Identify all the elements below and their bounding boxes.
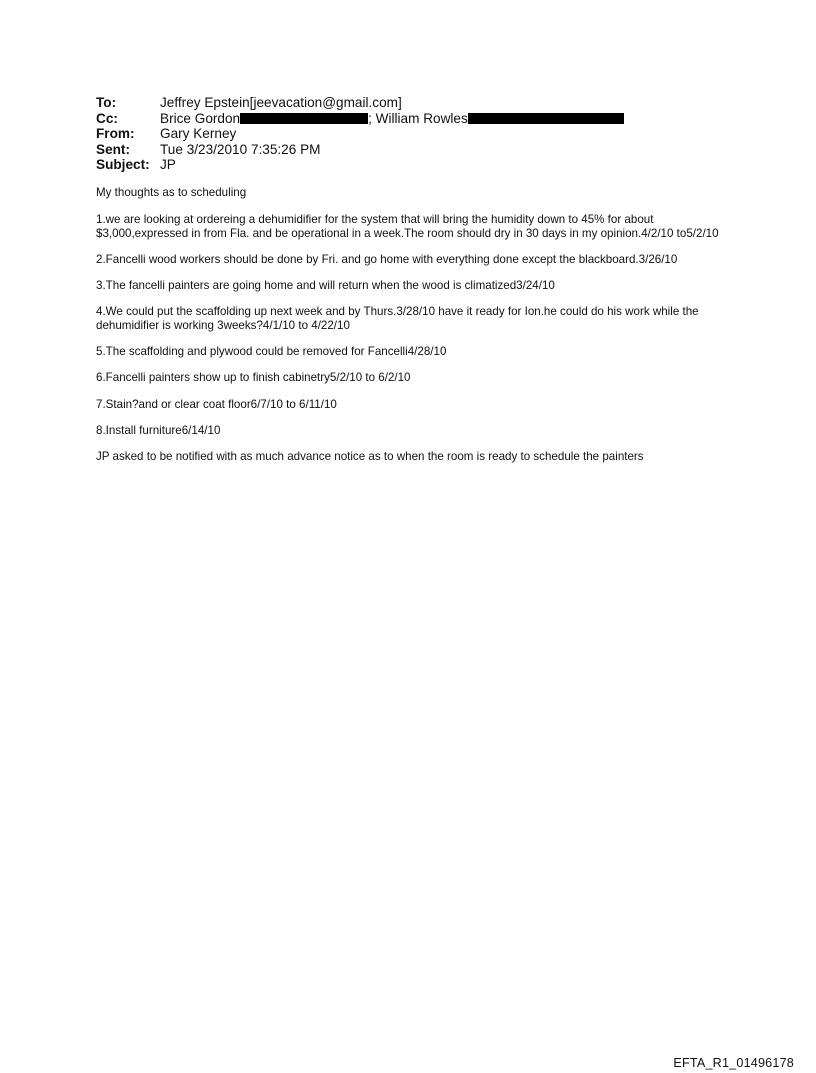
cc-row — [96, 111, 716, 127]
from-row — [96, 126, 716, 142]
body-intro: My thoughts as to scheduling — [96, 186, 247, 199]
redaction-block — [240, 113, 368, 124]
subject-label: Subject: — [96, 157, 150, 172]
cc-value — [160, 111, 624, 127]
sent-value: Tue 3/23/2010 7:35:26 PM — [160, 141, 321, 157]
schedule-item-7: 7.Stain?and or clear coat floor6/7/10 to 6/11/10 — [96, 397, 337, 411]
schedule-item-4: 4.We could put the scaffolding up next week and by Thurs.3/28/10 have it ready for Ion.he could do his work while the dehumidifier is working 3weeks?4/1/10 to 4/22/10 — [96, 305, 699, 332]
from-label: From: — [96, 126, 135, 141]
schedule-item-3: 3.The fancelli painters are going home and will return when the wood is climatized3/24/10 — [96, 279, 555, 293]
cc-name-1: Brice Gordon — [160, 110, 241, 126]
schedule-item-8: 8.Install furniture6/14/10 — [96, 423, 221, 437]
subject-row — [96, 157, 716, 173]
sent-label: Sent: — [96, 141, 130, 157]
sent-row — [96, 142, 716, 158]
to-label: To: — [96, 95, 117, 110]
to-value: Jeffrey Epstein[jeevacation@gmail.com] — [160, 95, 402, 110]
subject-value: JP — [160, 157, 176, 172]
document-id: EFTA_R1_01496178 — [673, 1056, 794, 1070]
schedule-item-1: 1.we are looking at ordereing a dehumidifier for the system that will bring the humidity down to 45% for about $3,000,expressed in from Fla. and be operational in a week.The room should dry in 30 days in my opinion.4/2/10 to5/2/10 — [96, 213, 719, 240]
email-header — [96, 95, 716, 173]
to-row — [96, 95, 716, 111]
cc-name-2: ; William Rowles — [368, 110, 468, 126]
schedule-item-5: 5.The scaffolding and plywood could be removed for Fancelli4/28/10 — [96, 345, 447, 359]
from-value: Gary Kerney — [160, 126, 237, 141]
cc-label: Cc: — [96, 110, 118, 126]
body-closing: JP asked to be notified with as much advance notice as to when the room is ready to schedule the painters — [96, 450, 644, 464]
schedule-item-6: 6.Fancelli painters show up to finish cabinetry5/2/10 to 6/2/10 — [96, 371, 411, 385]
redaction-block — [468, 113, 624, 124]
email-body — [96, 186, 726, 464]
schedule-item-2: 2.Fancelli wood workers should be done by Fri. and go home with everything done except the blackboard.3/26/10 — [96, 252, 678, 266]
